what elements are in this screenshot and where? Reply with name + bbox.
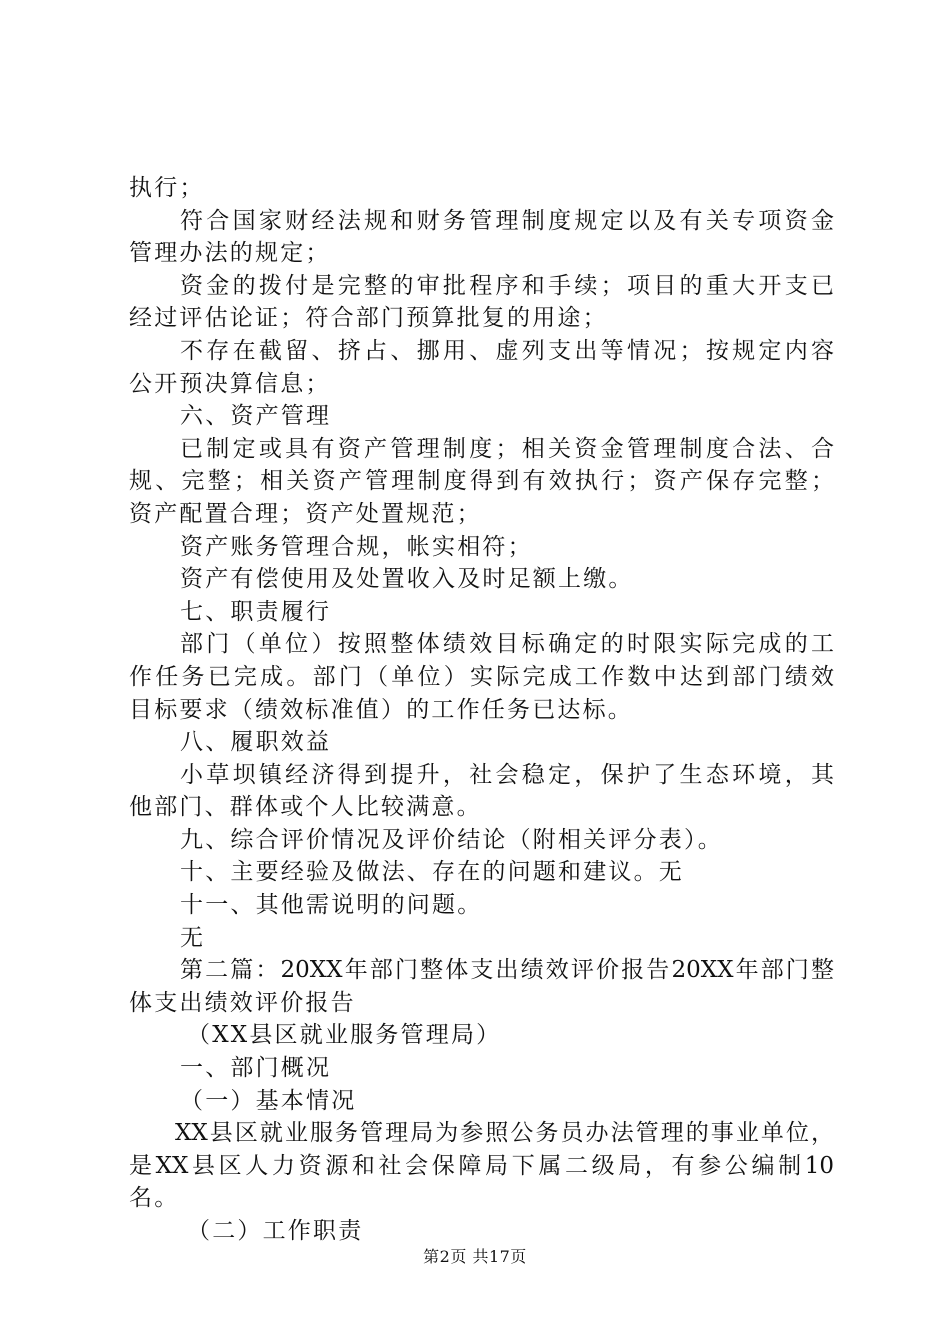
text-line: 部门（单位）按照整体绩效目标确定的时限实际完成的工 [180, 631, 834, 658]
text-line: 符合国家财经法规和财务管理制度规定以及有关专项资金 [180, 207, 834, 234]
section-heading: 十一、其他需说明的问题。 [180, 892, 483, 919]
document-body [129, 172, 834, 1248]
text-line: 规、完整；相关资产管理制度得到有效执行；资产保存完整； [129, 468, 834, 495]
section-heading: 九、综合评价情况及评价结论（附相关评分表）。 [180, 826, 723, 853]
text-line: 目标要求（绩效标准值）的工作任务已达标。 [129, 696, 633, 723]
text-line: 小草坝镇经济得到提升，社会稳定，保护了生态环境，其 [180, 761, 834, 788]
text-line: 资产配置合理；资产处置规范； [129, 500, 482, 527]
text-line: （XX县区就业服务管理局） [187, 1022, 502, 1049]
text-line: 名。 [129, 1185, 180, 1212]
text-line: XX县区就业服务管理局为参照公务员办法管理的事业单位， [175, 1120, 834, 1147]
text-line: 他部门、群体或个人比较满意。 [129, 794, 482, 821]
text-line: 不存在截留、挤占、挪用、虚列支出等情况；按规定内容 [180, 337, 834, 364]
text-line: 经过评估论证；符合部门预算批复的用途； [129, 305, 608, 332]
text-line: 执行； [129, 175, 205, 201]
section-heading: 六、资产管理 [180, 403, 332, 430]
text-line: 资产有偿使用及处置收入及时足额上缴。 [180, 566, 634, 593]
text-line: 第二篇：20XX年部门整体支出绩效评价报告20XX年部门整 [180, 957, 834, 984]
text-line: 作任务已完成。部门（单位）实际完成工作数中达到部门绩效 [129, 663, 834, 690]
text-line: 资金的拨付是完整的审批程序和手续；项目的重大开支已 [180, 272, 834, 299]
section-heading: 一、部门概况 [180, 1055, 332, 1082]
section-heading: 十、主要经验及做法、存在的问题和建议。无 [180, 859, 684, 886]
page-number-footer: 第2页 共17页 [423, 1247, 527, 1266]
text-line: 资产账务管理合规，帐实相符； [180, 533, 533, 560]
section-heading: （二）工作职责 [187, 1218, 364, 1244]
section-heading: （一）基本情况 [180, 1087, 357, 1114]
text-line: 管理办法的规定； [129, 240, 331, 267]
text-line: 是XX县区人力资源和社会保障局下属二级局，有参公编制10 [129, 1152, 834, 1179]
text-line: 无 [180, 924, 206, 951]
text-line: 已制定或具有资产管理制度；相关资金管理制度合法、合 [180, 435, 834, 462]
section-heading: 七、职责履行 [180, 598, 332, 625]
section-heading: 八、履职效益 [180, 729, 332, 756]
text-line: 体支出绩效评价报告 [129, 989, 356, 1016]
text-line: 公开预决算信息； [129, 370, 331, 397]
